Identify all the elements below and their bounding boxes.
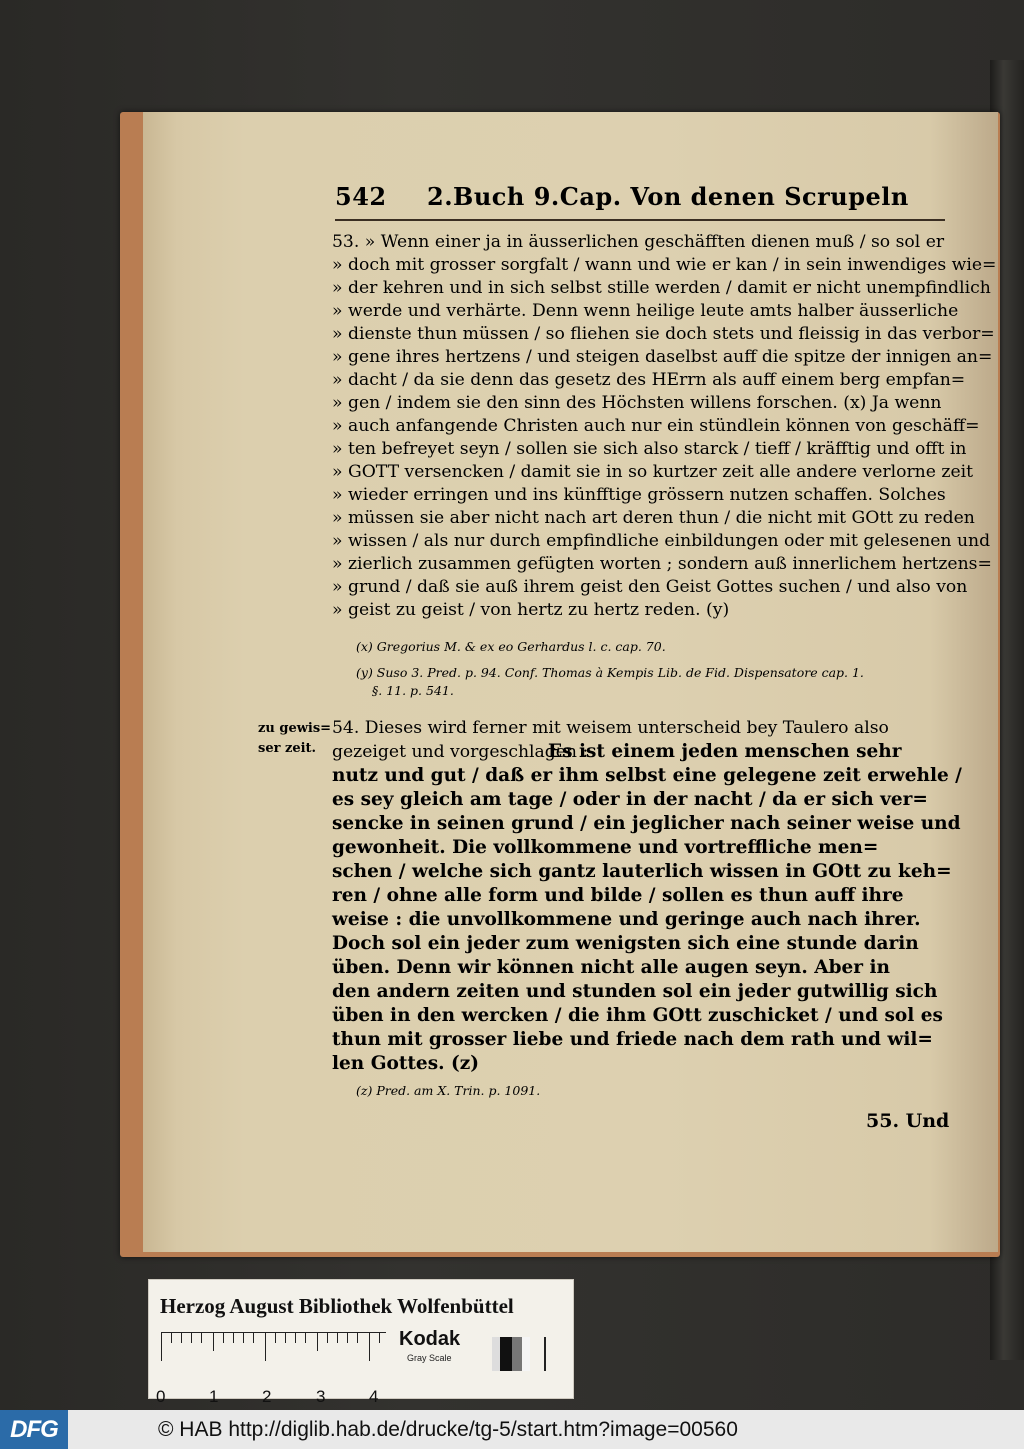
fraktur-line: Es ist einem jeden menschen sehr — [548, 741, 902, 762]
gray-swatch-black — [500, 1337, 512, 1371]
ruler-number: 2 — [262, 1387, 272, 1406]
catchword: 55. Und — [866, 1110, 950, 1132]
text-line: » geist zu geist / von hertz zu hertz reden. (y) — [332, 600, 730, 620]
fraktur-line: weise : die unvollkommene und geringe auch nach ihrer. — [332, 909, 921, 930]
gray-swatch-mid — [512, 1337, 522, 1371]
text-line: » GOTT versencken / damit sie in so kurtzer zeit alle andere verlorne zeit — [332, 462, 974, 482]
text-line: » müssen sie aber nicht nach art deren thun / die nicht mit GOtt zu reden — [332, 508, 975, 528]
text-line: » werde und verhärte. Denn wenn heilige leute amts halber äusserliche — [332, 301, 959, 321]
footnote-y-continued: §. 11. p. 541. — [372, 683, 454, 698]
footnote-z: (z) Pred. am X. Trin. p. 1091. — [356, 1083, 541, 1098]
fraktur-line: Doch sol ein jeder zum wenigsten sich eine stunde darin — [332, 933, 919, 954]
text-line: » auch anfangende Christen auch nur ein stündlein können von geschäff= — [332, 416, 980, 436]
fraktur-line: es sey gleich am tage / oder in der nacht / da er sich ver= — [332, 789, 928, 810]
footnote-x: (x) Gregorius M. & ex eo Gerhardus l. c. cap. 70. — [356, 639, 666, 654]
ruler-number: 4 — [369, 1387, 379, 1406]
fraktur-line: den andern zeiten und stunden sol ein jeder gutwillig sich — [332, 981, 938, 1002]
text-line: 53. » Wenn einer ja in äusserlichen geschäfften dienen muß / so sol er — [332, 232, 945, 252]
footer-bar — [0, 1410, 1024, 1449]
text-line: » dacht / da sie denn das gesetz des HErrn als auff einem berg empfan= — [332, 370, 966, 390]
ruler-number: 1 — [209, 1387, 219, 1406]
fraktur-line: gewonheit. Die vollkommene und vortreffliche men= — [332, 837, 879, 858]
fraktur-line: sencke in seinen grund / ein jeglicher nach seiner weise und — [332, 813, 961, 834]
text-line: » gen / indem sie den sinn des Höchsten willens forschen. (x) Ja wenn — [332, 393, 942, 413]
text-line: » wieder erringen und ins künfftige grössern nutzen schaffen. Solches — [332, 485, 946, 505]
ruler-number: 3 — [316, 1387, 326, 1406]
header-rule — [335, 219, 945, 221]
page-number: 542 — [335, 182, 387, 211]
text-line: » ten befreyet seyn / sollen sie sich also starck / tieff / kräfftig und offt in — [332, 439, 967, 459]
color-calibration-card — [148, 1279, 574, 1399]
kodak-brand: Kodak — [399, 1328, 461, 1350]
scale-ruler — [161, 1332, 386, 1361]
fraktur-line: nutz und gut / daß er ihm selbst eine gelegene zeit erwehle / — [332, 765, 962, 786]
fraktur-line: schen / welche sich gantz lauterlich wissen in GOtt zu keh= — [332, 861, 952, 882]
fraktur-line: ren / ohne alle form und bilde / sollen es thun auff ihre — [332, 885, 904, 906]
text-line: » doch mit grosser sorgfalt / wann und wie er kan / in sein inwendiges wie= — [332, 255, 997, 275]
fraktur-line: len Gottes. (z) — [332, 1053, 479, 1074]
margin-note: zu gewis= — [258, 721, 332, 736]
gray-swatch-light — [492, 1337, 500, 1371]
fraktur-line: üben in den wercken / die ihm GOtt zuschicket / und sol es — [332, 1005, 943, 1026]
copyright-link[interactable]: © HAB http://diglib.hab.de/drucke/tg-5/start.htm?image=00560 — [158, 1418, 738, 1441]
text-line: » dienste thun müssen / so fliehen sie doch stets und fleissig in das verbor= — [332, 324, 995, 344]
running-title: 2.Buch 9.Cap. Von denen Scrupeln — [427, 182, 909, 211]
text-line: gezeiget und vorgeschlagen : — [332, 742, 589, 762]
gray-swatch-line — [544, 1337, 546, 1371]
text-line: » wissen / als nur durch empfindliche einbildungen oder mit gelesenen und — [332, 531, 991, 551]
gray-swatch-white — [522, 1337, 530, 1371]
text-line: » grund / daß sie auß ihrem geist den Geist Gottes suchen / und also von — [332, 577, 968, 597]
margin-note: ser zeit. — [258, 741, 317, 756]
kodak-subtitle: Gray Scale — [407, 1353, 452, 1363]
ruler-number: 0 — [156, 1387, 166, 1406]
text-line: » zierlich zusammen gefügten worten ; sondern auß innerlichem hertzens= — [332, 554, 992, 574]
text-line: 54. Dieses wird ferner mit weisem unterscheid bey Taulero also — [332, 718, 889, 738]
text-line: » gene ihres hertzens / und steigen daselbst auff die spitze der innigen an= — [332, 347, 993, 367]
text-line: » der kehren und in sich selbst stille werden / damit er nicht unempfindlich — [332, 278, 991, 298]
fraktur-line: üben. Denn wir können nicht alle augen seyn. Aber in — [332, 957, 890, 978]
footnote-y: (y) Suso 3. Pred. p. 94. Conf. Thomas à Kempis Lib. de Fid. Dispensatore cap. 1. — [356, 665, 864, 680]
running-head — [335, 178, 945, 214]
dfg-logo[interactable]: DFG — [0, 1410, 68, 1449]
fraktur-line: thun mit grosser liebe und friede nach dem rath und wil= — [332, 1029, 933, 1050]
library-name: Herzog August Bibliothek Wolfenbüttel — [160, 1294, 514, 1318]
